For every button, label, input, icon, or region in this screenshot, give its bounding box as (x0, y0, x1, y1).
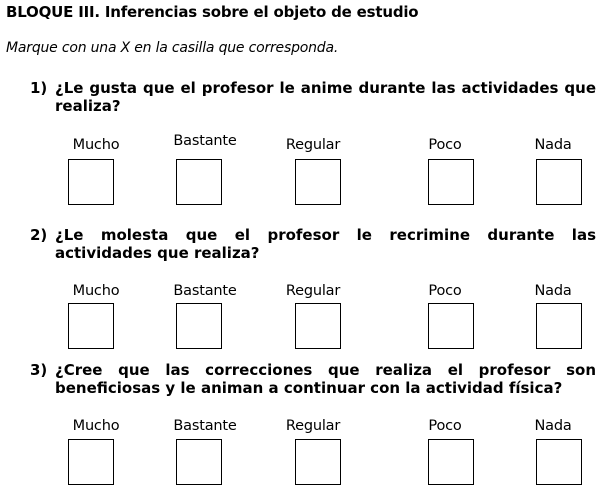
q1-checkbox-nada[interactable] (536, 159, 582, 205)
q1-checkbox-mucho[interactable] (68, 159, 114, 205)
q3-checkbox-bastante[interactable] (176, 439, 222, 485)
q2-checkbox-regular[interactable] (295, 303, 341, 349)
question-1-text: ¿Le gusta que el profesor le anime durante las actividades que realiza? (55, 79, 596, 115)
q3-option-label-bastante: Bastante (173, 418, 237, 434)
q2-option-label-nada: Nada (534, 283, 572, 299)
q2-option-label-bastante: Bastante (173, 283, 237, 299)
q2-checkbox-mucho[interactable] (68, 303, 114, 349)
q3-checkbox-mucho[interactable] (68, 439, 114, 485)
q1-checkbox-regular[interactable] (295, 159, 341, 205)
instructions-text: Marque con una X en la casilla que corresponda. (6, 40, 339, 56)
q1-option-label-mucho: Mucho (72, 137, 120, 153)
q3-option-label-mucho: Mucho (72, 418, 120, 434)
q3-checkbox-nada[interactable] (536, 439, 582, 485)
q3-option-label-regular: Regular (285, 418, 341, 434)
question-1 (30, 79, 596, 115)
q1-option-label-regular: Regular (285, 137, 341, 153)
q2-option-label-poco: Poco (428, 283, 462, 299)
q3-checkbox-poco[interactable] (428, 439, 474, 485)
q3-option-label-poco: Poco (428, 418, 462, 434)
question-3 (30, 361, 596, 397)
question-1-number: 1) (30, 79, 48, 97)
question-2-text: ¿Le molesta que el profesor le recrimine durante las actividades que realiza? (55, 226, 596, 262)
q2-option-label-regular: Regular (285, 283, 341, 299)
q1-option-label-poco: Poco (428, 137, 462, 153)
question-2-number: 2) (30, 226, 48, 244)
question-3-number: 3) (30, 361, 48, 379)
q3-checkbox-regular[interactable] (295, 439, 341, 485)
question-3-text: ¿Cree que las correcciones que realiza el profesor son beneficiosas y le animan a continuar con la actividad física? (55, 361, 596, 397)
q1-checkbox-poco[interactable] (428, 159, 474, 205)
q2-option-label-mucho: Mucho (72, 283, 120, 299)
block-title: BLOQUE III. Inferencias sobre el objeto de estudio (6, 3, 419, 21)
q1-checkbox-bastante[interactable] (176, 159, 222, 205)
q2-checkbox-nada[interactable] (536, 303, 582, 349)
q1-option-label-nada: Nada (534, 137, 572, 153)
q1-option-label-bastante: Bastante (173, 133, 237, 149)
question-2 (30, 226, 596, 262)
q2-checkbox-poco[interactable] (428, 303, 474, 349)
q3-option-label-nada: Nada (534, 418, 572, 434)
q2-checkbox-bastante[interactable] (176, 303, 222, 349)
